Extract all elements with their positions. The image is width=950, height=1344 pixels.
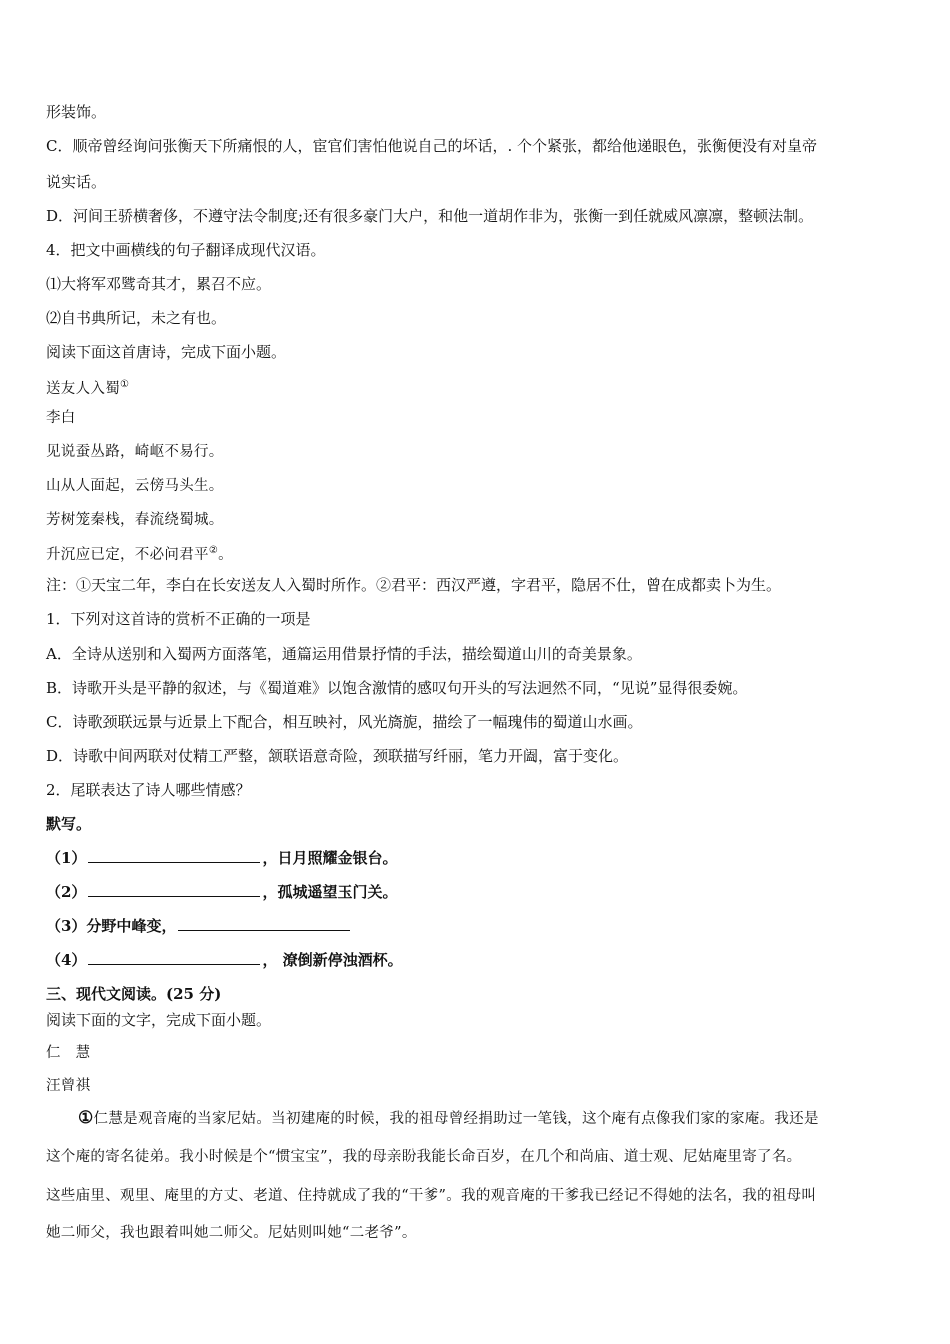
poem-line-1: 见说蚕丛路，崎岖不易行。 <box>46 444 224 460</box>
poem-line-2: 山从人面起，云傍马头生。 <box>46 478 224 494</box>
question-4-item-1: ⑴大将军邓骘奇其才，累召不应。 <box>46 275 272 293</box>
poem-note: 注：①天宝二年，李白在长安送友人入蜀时所作。②君平：西汉严遵，字君平，隐居不仕，曾在成都卖卜为生。 <box>46 576 782 594</box>
poem-intro: 阅读下面这首唐诗，完成下面小题。 <box>46 343 287 361</box>
dictation-item-2: （2） ，孤城遥望玉门关。 <box>46 883 398 901</box>
footnote-mark: ① <box>120 379 130 390</box>
question-4-item-2: ⑵自书典所记，未之有也。 <box>46 309 227 327</box>
text-line: 形装饰。 <box>46 103 107 121</box>
answer-blank <box>88 848 260 863</box>
dictation-item-3: （3）分野中峰变， <box>46 916 352 936</box>
poem-line-4: 升沉应已定，不必问君平②。 <box>46 545 233 563</box>
poem-option-c: C．诗歌颈联远景与近景上下配合，相互映衬，风光旖旎，描绘了一幅瑰伟的蜀道山水画。 <box>46 713 643 731</box>
dictation-title: 默写。 <box>46 815 92 833</box>
option-d: D．河间王骄横奢侈，不遵守法令制度;还有很多豪门大户，和他一道胡作非为，张衡一到任就威风凛凛，整顿法制。 <box>46 207 814 225</box>
article-para-line-2: 这个庵的寄名徒弟。我小时候是个“惯宝宝”，我的母亲盼我能长命百岁，在几个和尚庙、道士观、尼姑庵里寄了名。 <box>46 1149 802 1165</box>
article-para-line-1: ①仁慧是观音庵的当家尼姑。当初建庵的时候，我的祖母曾经捐助过一笔钱，这个庵有点像我们家的家庵。我还是 <box>78 1108 819 1128</box>
poem-title: 送友人入蜀① <box>46 379 130 397</box>
option-c-line-1: C．顺帝曾经询问张衡天下所痛恨的人，宦官们害怕他说自己的坏话，. 个个紧张，都给他递眼色，张衡便没有对皇帝 <box>46 137 818 155</box>
poem-question-1: 1．下列对这首诗的赏析不正确的一项是 <box>46 610 311 628</box>
question-4: 4．把文中画横线的句子翻译成现代汉语。 <box>46 241 326 259</box>
section-heading: 三、现代文阅读。(25 分) <box>46 985 222 1003</box>
footnote-mark: ② <box>208 545 219 556</box>
dictation-item-1: （1） ，日月照耀金银台。 <box>46 849 398 867</box>
section-intro: 阅读下面的文字，完成下面小题。 <box>46 1011 272 1029</box>
option-c-line-2: 说实话。 <box>46 173 107 191</box>
answer-blank <box>88 950 260 965</box>
answer-blank <box>178 916 350 931</box>
poem-author: 李白 <box>46 410 76 426</box>
poem-option-d: D．诗歌中间两联对仗精工严整，颔联语意奇险，颈联描写纤丽，笔力开阖，富于变化。 <box>46 747 629 765</box>
poem-question-2: 2．尾联表达了诗人哪些情感？ <box>46 781 251 799</box>
dictation-item-4: （4） ， 潦倒新停浊酒杯。 <box>46 951 403 969</box>
poem-option-a: A．全诗从送别和入蜀两方面落笔，通篇运用借景抒情的手法，描绘蜀道山川的奇美景象。 <box>46 645 642 663</box>
article-title: 仁 慧 <box>46 1045 91 1061</box>
poem-option-b: B．诗歌开头是平静的叙述，与《蜀道难》以饱含激情的感叹句开头的写法迥然不同，“见说”显得很委婉。 <box>46 679 748 697</box>
article-para-line-4: 她二师父，我也跟着叫她二师父。尼姑则叫她“二老爷”。 <box>46 1225 417 1241</box>
paragraph-number: ① <box>78 1108 94 1128</box>
answer-blank <box>88 882 260 897</box>
poem-line-3: 芳树笼秦栈，春流绕蜀城。 <box>46 512 224 528</box>
article-author: 汪曾祺 <box>46 1078 91 1094</box>
article-para-line-3: 这些庙里、观里、庵里的方丈、老道、住持就成了我的“干爹”。我的观音庵的干爹我已经记不得她的法名，我的祖母叫 <box>46 1188 817 1204</box>
